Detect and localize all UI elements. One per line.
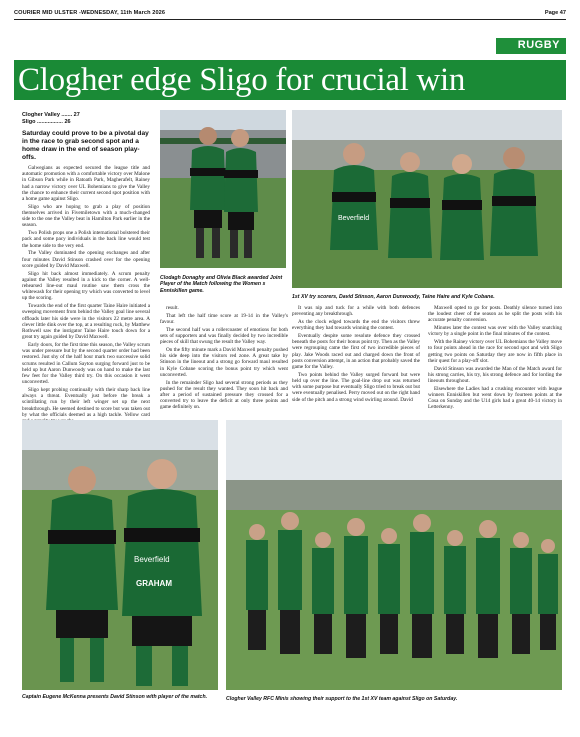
col4-para: With the Rainey victory over UL Bohemians the Valley move to four points ahead in the race for second spot and with Sligo getting two points on Saturday they are now in fifth place in their quest for a play-off slot. bbox=[428, 339, 562, 364]
caption-minis-group: Clogher Valley RFC Minis showing their support to the 1st XV team against Sligo on Saturday. bbox=[226, 696, 458, 702]
photo-try-scorers bbox=[292, 110, 562, 288]
col1-para: The Valley dominated the opening exchanges and after four minutes David Stinson crashed over for the opening score guided by David Maxwell. bbox=[22, 250, 150, 269]
article-col2 bbox=[160, 305, 288, 415]
score-away: Sligo ................. 26 bbox=[22, 119, 71, 125]
photo-captain-presentation bbox=[22, 420, 218, 690]
col2-para: On the fifty minute mark a David Maxwell penalty pushed his side deep into the visitors red zone. A great take by Stinson in the lineout and a strong go forward maul resulted in Kyle Cobane scoring the bonus point try which went unconverted. bbox=[160, 347, 288, 378]
masthead-left: COURIER MID ULSTER -WEDNESDAY, 11th March 2026 bbox=[14, 10, 166, 16]
col1-para: Sligo hit back almost immediately. A scrum penalty against the Valley resulted in a kick to the corner. A well-rehearsed line-out maul routine saw them cross the whitewash for their opening try which was converted to level up the scoring. bbox=[22, 270, 150, 302]
col1-para: Two Polish props one a Polish international bolstered their pack and some pacy individuals in the back line would test the home side to the very end. bbox=[22, 230, 150, 249]
photo-women-players bbox=[160, 110, 286, 268]
col3-para: Eventually despite some resolute defence they crossed beneath the posts for their bonus point try. Then as the Valley were regrouping came the first of two incredible pieces of play. Jake Woods raced out and charged down the front of posts conversion attempt, in an action that probably saved the game for the Valley. bbox=[292, 333, 420, 371]
col2-para: In the remainder Sligo had several strong periods as they pushed for the result they wanted. They soon hit back and after a period of sustained pressure they crossed for a converted try to leave the deficit at only three points and game definitely on. bbox=[160, 379, 288, 411]
caption-women-players: Clodagh Donaghy and Olivia Black awarded Joint Player of the Match following the Women s Enniskillen game. bbox=[160, 275, 283, 294]
col2-para: That left the half time score at 19-14 in the Valley's favour. bbox=[160, 312, 288, 325]
col2-para: The second half was a rollercoaster of emotions for both sets of supporters and was finally decided by two incredible pieces of skill that swung the result the Valley way. bbox=[160, 326, 288, 346]
section-bar bbox=[14, 38, 566, 54]
col1-body bbox=[22, 165, 150, 424]
col1-para: Sligo who are hoping to grab a play of position themselves arrived in Fivemiletown with a much-changed side to the one the Valley beat in Hamilton Park earlier in the season. bbox=[22, 203, 150, 229]
page-number: Page 47 bbox=[544, 10, 566, 16]
scoreline bbox=[22, 112, 80, 126]
col3-para: As the clock edged towards the end the visitors threw everything they had towards winning the contest. bbox=[292, 319, 420, 332]
article-col1 bbox=[22, 130, 150, 418]
article-intro: Saturday could prove to be a pivotal day in the race to grab second spot and a home draw in the end of season play-offs. bbox=[22, 130, 149, 161]
article-col4 bbox=[428, 305, 562, 415]
photo2-sponsor-text: Beverfield bbox=[338, 215, 370, 222]
col4-para: Elsewhere the Ladies had a crushing encounter with league winners Enniskillen but went down by fourteen points at the Cosa on Sunday and the U14 girls had a great 40-14 victory in Letterkenny. bbox=[428, 385, 562, 411]
caption-captain-presentation: Captain Eugene McKenna presents David Stinson with player of the match. bbox=[22, 694, 208, 700]
section-label: RUGBY bbox=[517, 39, 560, 51]
col4-para: David Stinson was awarded the Man of the Match award for his strong carries, his try, his strong defence and for lording the lineouts throughout. bbox=[428, 365, 562, 385]
photo3-sponsor2-text: GRAHAM bbox=[136, 579, 172, 588]
col2-para: result. bbox=[166, 305, 179, 311]
article-col3 bbox=[292, 305, 420, 415]
captain-presentation-image bbox=[22, 420, 218, 690]
col1-para: Galwegians as expected secured the league title and automatic promotion with a comfortable victory over Malone in Gibson Park while in Ratoath Park, Magherafelt, Rainey had a narrow victory over UL Bohemians to give the Valley the chance to enhance their current second spot position with a home game against Sligo. bbox=[22, 165, 150, 203]
col1-para: Towards the end of the first quarter Taine Haire initiated a sweeping movement from behind the Valley goal line several offloads later his side were in the visitors 22 metre area. A clever little dink over the top, at a resulting ruck, by Matthew Rothwell saw the instigator Taine Haire touch down for a great try again guided by David Maxwell. bbox=[22, 303, 150, 341]
women-players-image bbox=[160, 110, 286, 268]
col4-para: Minutes later the contest was over with the Valley snatching victory by a single point in the final minutes of the contest. bbox=[428, 325, 562, 338]
minis-group-image bbox=[226, 420, 562, 690]
photo3-sponsor-text: Beverfield bbox=[134, 555, 170, 564]
photo-minis-group bbox=[226, 420, 562, 690]
col1-para: Early doors, for the first time this season, the Valley scrum was under pressure but by the second quarter order had been restored. Just shy of the half hour mark two successive solid scrums resulted in Callum Sayton surging forward just to be held up but Aaron Dunwoody was on hand to make the last few feet for the Valley third try. On this occasion it went unconverted. bbox=[22, 342, 150, 386]
col3-para: It was nip and tuck for a while with both defences preventing any breakthrough. bbox=[292, 305, 420, 318]
headline: Clogher edge Sligo for crucial win bbox=[18, 62, 466, 98]
score-home: Clogher Valley ....... 27 bbox=[22, 112, 80, 118]
caption-try-scorers: 1st XV try scorers, David Stinson, Aaron Dunwoody, Taine Haire and Kyle Cobane. bbox=[292, 294, 495, 300]
try-scorers-image bbox=[292, 110, 562, 288]
col3-para: Two points behind the Valley surged forward but were held up over the line. The goal-line drop out was returned with some purpose but eventually Sligo tried to break out but were eventually penalised. Perry moved out on the right hand side of the pitch and a strong wind swirling around. David bbox=[292, 371, 420, 403]
masthead-rule bbox=[14, 19, 566, 20]
col1-para: Sligo kept probing continually with their sharp back line always a threat. Eventually just before the break a scintillating run by their left winger set up the next breakthrough. He seemed destined to score but was taken out by what the officials deemed as a high tackle. Yellow card bbox=[22, 387, 150, 418]
col4-para: Maxwell opted to go for posts. Deathly silence turned into the loudest cheer of the season as he split the posts with his accurate penalty conversion. bbox=[428, 305, 562, 324]
